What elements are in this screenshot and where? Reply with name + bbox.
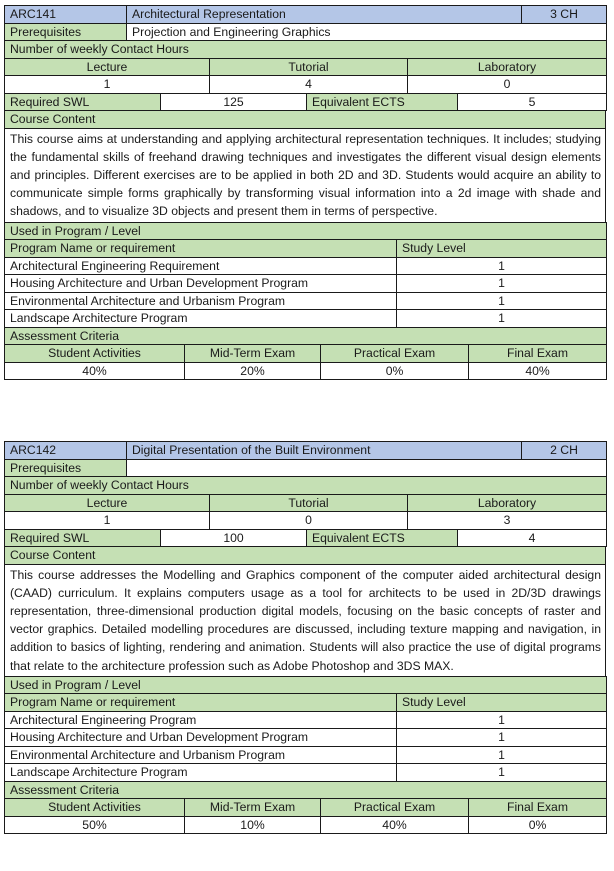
program-level: 1 (397, 275, 607, 293)
contact-hours-table (4, 40, 607, 94)
workload-table (4, 93, 607, 112)
mid-term-exam-header: Mid-Term Exam (185, 345, 321, 363)
program-name: Housing Architecture and Urban Development Program (5, 275, 397, 293)
course-header-table (4, 5, 607, 41)
final-exam-weight: 0% (469, 816, 607, 834)
student-activities-weight: 40% (5, 362, 185, 380)
program-level: 1 (397, 764, 607, 782)
prerequisites-value: Projection and Engineering Graphics (127, 23, 607, 41)
credit-hours: 2 CH (522, 442, 607, 460)
course-header-table (4, 441, 607, 477)
content-table (4, 110, 606, 223)
program-row (5, 711, 607, 729)
content-table (4, 546, 606, 677)
practical-exam-weight: 0% (321, 362, 469, 380)
program-level: 1 (397, 310, 607, 328)
program-row (5, 310, 607, 328)
study-level-header: Study Level (397, 694, 607, 712)
course-card-arc142 (4, 441, 606, 834)
program-name: Architectural Engineering Requirement (5, 257, 397, 275)
program-level: 1 (397, 257, 607, 275)
program-row (5, 275, 607, 293)
program-row (5, 746, 607, 764)
program-row (5, 257, 607, 275)
program-name: Landscape Architecture Program (5, 764, 397, 782)
credit-hours: 3 CH (522, 6, 607, 24)
course-content-heading: Course Content (5, 111, 606, 129)
assessment-table (4, 327, 607, 381)
course-title: Architectural Representation (127, 6, 522, 24)
program-name: Environmental Architecture and Urbanism Program (5, 746, 397, 764)
contact-hours-table (4, 476, 607, 530)
course-title-row (5, 442, 607, 460)
program-name-header: Program Name or requirement (5, 240, 397, 258)
equivalent-ects-label: Equivalent ECTS (307, 529, 458, 547)
used-in-program-heading: Used in Program / Level (5, 222, 607, 240)
laboratory-hours: 3 (408, 512, 607, 530)
course-card-arc141 (4, 5, 606, 380)
student-activities-header: Student Activities (5, 345, 185, 363)
student-activities-weight: 50% (5, 816, 185, 834)
lecture-header: Lecture (5, 494, 210, 512)
course-title-row (5, 6, 607, 24)
program-name-header: Program Name or requirement (5, 694, 397, 712)
course-content-heading: Course Content (5, 547, 606, 565)
assessment-criteria-heading: Assessment Criteria (5, 781, 607, 799)
required-swl-label: Required SWL (5, 93, 161, 111)
laboratory-hours: 0 (408, 76, 607, 94)
required-swl-value: 100 (161, 529, 307, 547)
practical-exam-header: Practical Exam (321, 799, 469, 817)
assessment-criteria-heading: Assessment Criteria (5, 327, 607, 345)
prerequisites-row (5, 459, 607, 477)
programs-table (4, 676, 607, 782)
lecture-header: Lecture (5, 58, 210, 76)
workload-table (4, 529, 607, 548)
programs-table (4, 222, 607, 328)
prerequisites-label: Prerequisites (5, 459, 127, 477)
tutorial-hours: 0 (210, 512, 408, 530)
program-name: Landscape Architecture Program (5, 310, 397, 328)
laboratory-header: Laboratory (408, 58, 607, 76)
contact-hours-heading: Number of weekly Contact Hours (5, 41, 607, 59)
equivalent-ects-value: 4 (458, 529, 607, 547)
equivalent-ects-value: 5 (458, 93, 607, 111)
program-row (5, 729, 607, 747)
program-name: Architectural Engineering Program (5, 711, 397, 729)
mid-term-exam-weight: 10% (185, 816, 321, 834)
mid-term-exam-weight: 20% (185, 362, 321, 380)
student-activities-header: Student Activities (5, 799, 185, 817)
required-swl-label: Required SWL (5, 529, 161, 547)
mid-term-exam-header: Mid-Term Exam (185, 799, 321, 817)
final-exam-weight: 40% (469, 362, 607, 380)
program-name: Environmental Architecture and Urbanism Program (5, 292, 397, 310)
laboratory-header: Laboratory (408, 494, 607, 512)
program-level: 1 (397, 292, 607, 310)
program-level: 1 (397, 711, 607, 729)
lecture-hours: 1 (5, 76, 210, 94)
course-code: ARC141 (5, 6, 127, 24)
course-code: ARC142 (5, 442, 127, 460)
course-title: Digital Presentation of the Built Environment (127, 442, 522, 460)
study-level-header: Study Level (397, 240, 607, 258)
tutorial-header: Tutorial (210, 494, 408, 512)
prerequisites-value (127, 459, 607, 477)
final-exam-header: Final Exam (469, 799, 607, 817)
final-exam-header: Final Exam (469, 345, 607, 363)
used-in-program-heading: Used in Program / Level (5, 676, 607, 694)
program-row (5, 292, 607, 310)
lecture-hours: 1 (5, 512, 210, 530)
equivalent-ects-label: Equivalent ECTS (307, 93, 458, 111)
program-level: 1 (397, 746, 607, 764)
course-content-text: This course addresses the Modelling and Graphics component of the computer aided architectural design (CAAD) curriculum. It explains computers usage as a tool for architects to be used in 2D/3D drawings representation, three-dimensional production digital models, focusing on the basic concepts of raster and vector graphics. Detailed modelling procedures are discussed, including texture mapping and navigation, in addition to basics of lighting, rendering and animation. Students will also practice the use of digital programs that relate to the architecture profession such as Adobe Photoshop and 3DS MAX. (5, 564, 606, 676)
program-level: 1 (397, 729, 607, 747)
contact-hours-heading: Number of weekly Contact Hours (5, 477, 607, 495)
tutorial-header: Tutorial (210, 58, 408, 76)
prerequisites-row (5, 23, 607, 41)
assessment-table (4, 781, 607, 835)
program-row (5, 764, 607, 782)
program-name: Housing Architecture and Urban Development Program (5, 729, 397, 747)
practical-exam-weight: 40% (321, 816, 469, 834)
tutorial-hours: 4 (210, 76, 408, 94)
required-swl-value: 125 (161, 93, 307, 111)
course-content-text: This course aims at understanding and applying architectural representation techniques. It includes; studying the fundamental skills of freehand drawing techniques and investigates the different visual design elements and principles. Different exercises are to be applied in both 2D and 3D. Students would acquire an ability to communicate simple forms graphically by transforming visual information into a 2d image with shade and shadows, and to visualize 3D objects and present them in terms of perspective. (5, 128, 606, 222)
prerequisites-label: Prerequisites (5, 23, 127, 41)
practical-exam-header: Practical Exam (321, 345, 469, 363)
